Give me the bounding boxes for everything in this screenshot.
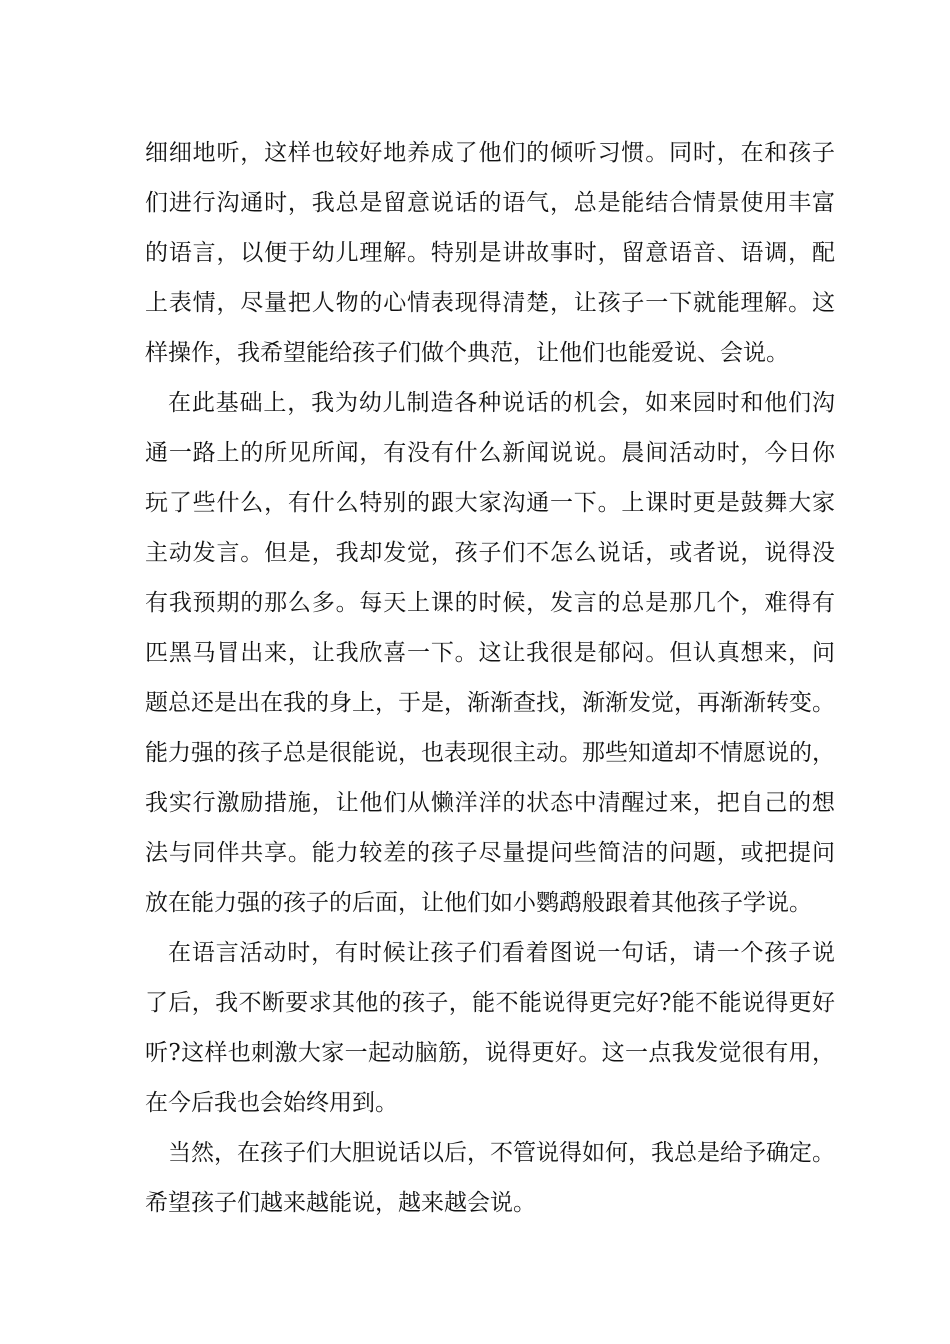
paragraph-1 [145,128,835,378]
text-line: 了后，我不断要求其他的孩子，能不能说得更完好?能不能说得更好 [145,990,835,1016]
paragraph-3 [145,928,835,1128]
text-line: 样操作，我希望能给孩子们做个典范，让他们也能爱说、会说。 [145,340,789,366]
paragraph-4 [145,1128,835,1228]
body-text [145,128,835,1228]
text-line: 玩了些什么，有什么特别的跟大家沟通一下。上课时更是鼓舞大家 [145,490,835,516]
paragraph-2 [145,378,835,928]
text-line: 能力强的孩子总是很能说，也表现很主动。那些知道却不情愿说的， [145,740,835,766]
text-line: 通一路上的所见所闻，有没有什么新闻说说。晨间活动时，今日你 [145,440,835,466]
text-line: 在此基础上，我为幼儿制造各种说话的机会，如来园时和他们沟 [168,390,835,416]
text-line: 听?这样也刺激大家一起动脑筋，说得更好。这一点我发觉很有用， [145,1040,835,1066]
text-line: 放在能力强的孩子的后面，让他们如小鹦鹉般跟着其他孩子学说。 [145,890,812,916]
text-line: 题总还是出在我的身上，于是，渐渐查找，渐渐发觉，再渐渐转变。 [145,690,835,716]
text-line: 我实行激励措施，让他们从懒洋洋的状态中清醒过来，把自己的想 [145,790,835,816]
text-line: 希望孩子们越来越能说，越来越会说。 [145,1190,536,1216]
text-line: 上表情，尽量把人物的心情表现得清楚，让孩子一下就能理解。这 [145,290,835,316]
text-line: 们进行沟通时，我总是留意说话的语气，总是能结合情景使用丰富 [145,190,835,216]
text-line: 当然，在孩子们大胆说话以后，不管说得如何，我总是给予确定。 [168,1140,835,1166]
text-line: 主动发言。但是，我却发觉，孩子们不怎么说话，或者说，说得没 [145,540,835,566]
text-line: 在今后我也会始终用到。 [145,1090,398,1116]
text-line: 的语言，以便于幼儿理解。特别是讲故事时，留意语音、语调，配 [145,240,835,266]
text-line: 匹黑马冒出来，让我欣喜一下。这让我很是郁闷。但认真想来，问 [145,640,835,666]
text-line: 有我预期的那么多。每天上课的时候，发言的总是那几个，难得有 [145,590,835,616]
text-line: 在语言活动时，有时候让孩子们看着图说一句话，请一个孩子说 [168,940,835,966]
text-line: 法与同伴共享。能力较差的孩子尽量提问些简洁的问题，或把提问 [145,840,835,866]
text-line: 细细地听，这样也较好地养成了他们的倾听习惯。同时，在和孩子 [145,140,835,166]
